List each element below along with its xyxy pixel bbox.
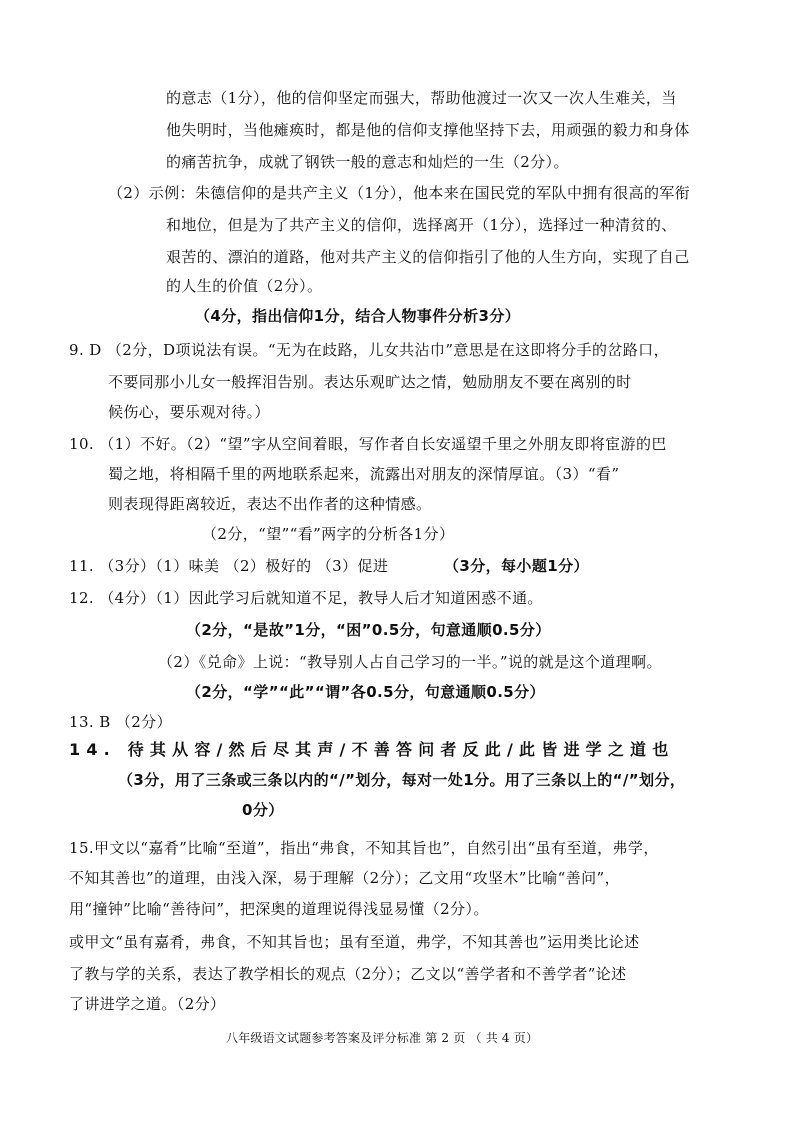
scoring-note: （2分，“是故”1分，“困”0.5分，句意通顺0.5分） [186,621,551,639]
text-line: 了教与学的关系，表达了教学相长的观点（2分）；乙文以“善学者和不善学者”论述 [69,965,627,983]
text-line: 他失明时，当他瘫痪时，都是他的信仰支撑他坚持下去，用顽强的毅力和身体 [166,121,690,139]
scoring-note: （2分，“学”“此”“谓”各0.5分，句意通顺0.5分） [186,683,545,701]
text-line: 13. B （2分） [69,713,172,731]
text-line: 候伤心，要乐观对待。） [108,403,270,421]
text-line: 不知其善也”的道理，由浅入深，易于理解（2分）；乙文用“攻坚木”比喻“善问”， [69,869,620,887]
text-line: 则表现得距离较近，表达不出作者的这种情感。 [108,495,432,513]
text-line: 艰苦的、漂泊的道路，他对共产主义的信仰指引了他的人生方向，实现了自己 [166,248,690,266]
text-line: 15.甲文以“嘉肴”比喻“至道”，指出“弗食，不知其旨也”，自然引出“虽有至道，弗学， [69,839,659,857]
scoring-note: 0分） [242,801,284,819]
scoring-note: （3分，用了三条或三条以内的“/”划分，每对一处1分。用了三条以上的“/”划分， [118,771,686,789]
text-line: 蜀之地，将相隔千里的两地联系起来，流露出对朋友的深情厚谊。（3）“看” [108,465,620,483]
text-line: （2）《兑命》上说：“教导别人占自己学习的一半。”说的就是这个道理啊。 [158,653,662,671]
text-line: （2）示例：朱德信仰的是共产主义（1分），他本来在国民党的军队中拥有很高的军衔 [108,184,691,202]
text-line: 了讲进学之道。（2分） [69,995,226,1013]
text-line: 9. D （2分，D项说法有误。“无为在歧路，儿女共沾巾”意思是在这即将分手的岔路口， [69,341,669,359]
text-line: 或甲文“虽有嘉肴，弗食，不知其旨也；虽有至道，弗学，不知其善也”运用类比论述 [69,933,640,951]
text-line: 的人生的价值（2分）。 [166,277,323,295]
text-line: 用“撞钟”比喻“善待问”，把深奥的道理说得浅显易懂（2分）。 [69,900,489,918]
text-line: 和地位，但是为了共产主义的信仰，选择离开（1分），选择过一种清贫的、 [166,216,677,234]
scoring-note: （2分，“望”“看”两字的分析各1分） [202,525,455,543]
scoring-note: （3分，每小题1分） [444,557,589,575]
text-line: 的意志（1分），他的信仰坚定而强大，帮助他渡过一次又一次人生难关，当 [166,89,677,107]
scoring-note: （4分，指出信仰1分，结合人物事件分析3分） [195,307,521,325]
punctuation-answer: 14. 待其从容/然后尽其声/不善答问者反此/此皆进学之道也 [69,740,675,759]
page-footer: 八年级语文试题参考答案及评分标准 第 2 页 （ 共 4 页） [226,1031,539,1045]
text-line: 10. （1）不好。（2）“望”字从空间着眼，写作者自长安遥望千里之外朋友即将宦游的巴 [69,435,667,453]
text-line: 12. （4分）（1）因此学习后就知道不足，教导人后才知道困惑不通。 [69,589,543,607]
text-line: 11. （3分）（1）味美 （2）极好的 （3）促进 [69,557,389,575]
text-line: 不要同那小儿女一般挥泪告别。表达乐观旷达之情，勉励朋友不要在离别的时 [108,373,632,391]
text-line: 的痛苦抗争，成就了钢铁一般的意志和灿烂的一生（2分）。 [166,153,569,171]
